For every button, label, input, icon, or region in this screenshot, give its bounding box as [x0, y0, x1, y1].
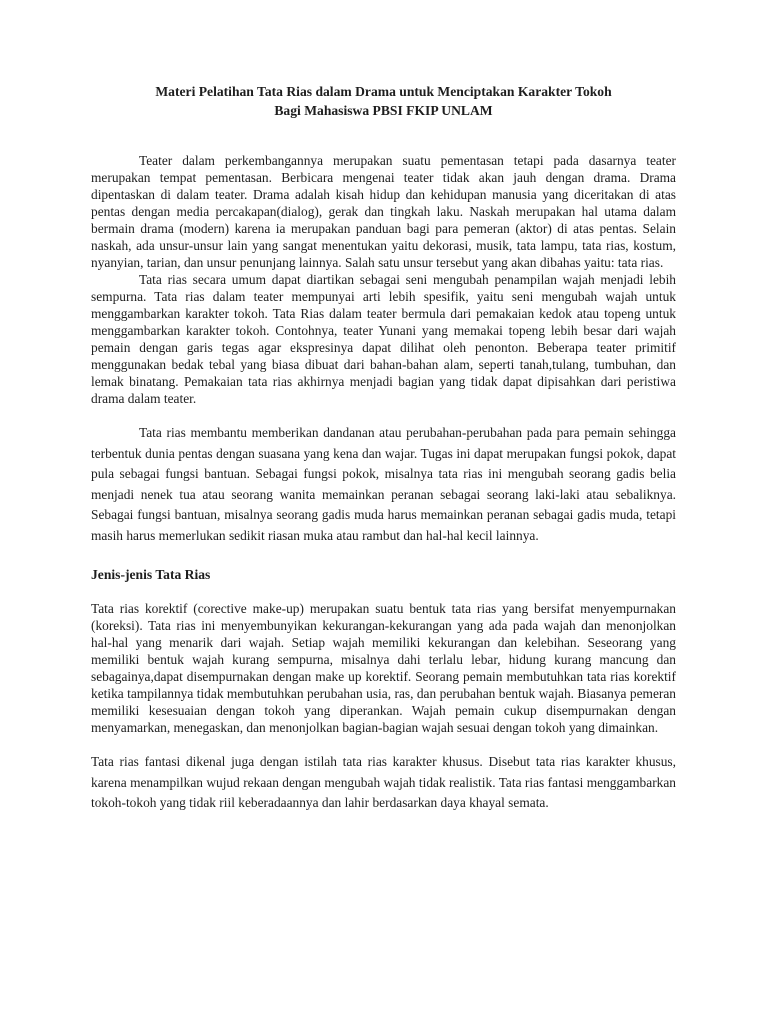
paragraph-fantasy-makeup: Tata rias fantasi dikenal juga dengan istilah tata rias karakter khusus. Disebut tata rias karakter khusus, karena menampilkan wujud rekaan dengan mengubah wajah tidak realistik. Tata rias fantasi menggambarkan tokoh-tokoh yang tidak riil keberadaannya dan lahir berdasarkan daya khayal semata.	[91, 754, 676, 810]
title-line-2: Bagi Mahasiswa PBSI FKIP UNLAM	[274, 103, 493, 118]
document-page	[91, 82, 676, 814]
paragraph-tata-rias-definition: Tata rias secara umum dapat diartikan sebagai seni mengubah penampilan wajah menjadi lebih sempurna. Tata rias dalam teater mempunyai arti lebih spesifik, yaitu seni mengubah wajah untuk menggambarkan karakter tokoh. Tata Rias dalam teater bermula dari pemakaian kedok atau topeng untuk menggambarkan karakter tokoh. Contohnya, teater Yunani yang memakai topeng lebih besar dari wajah pemain dengan garis tegas agar ekspresinya dapat dilihat oleh penonton. Beberapa teater primitif menggunakan bedak tebal yang biasa dibuat dari bahan-bahan alam, seperti tanah,tulang, tumbuhan, dan lemak binatang. Pemakaian tata rias akhirnya menjadi bagian yang tidak dapat dipisahkan dari peristiwa drama dalam teater.	[91, 272, 676, 406]
paragraph-teater: Teater dalam perkembangannya merupakan suatu pementasan tetapi pada dasarnya teater merupakan tempat pementasan. Berbicara mengenai teater tidak akan jauh dengan drama. Drama dipentaskan di dalam teater. Drama adalah kisah hidup dan kehidupan manusia yang diceritakan di atas pentas dengan media percakapan(dialog), gerak dan tingkah laku. Naskah merupakan hal utama dalam bermain drama (modern) karena ia merupakan panduan bagi para pemeran (aktor) di atas pentas. Selain naskah, ada unsur-unsur lain yang sangat menentukan yaitu dekorasi, musik, tata lampu, tata rias, kostum, nyanyian, tarian, dan unsur penunjang lainnya. Salah satu unsur tersebut yang akan dibahas yaitu: tata rias.	[91, 153, 676, 270]
section-heading: Jenis-jenis Tata Rias	[91, 567, 211, 582]
title-line-1: Materi Pelatihan Tata Rias dalam Drama untuk Menciptakan Karakter Tokoh	[155, 84, 612, 99]
paragraph-tata-rias-function: Tata rias membantu memberikan dandanan atau perubahan-perubahan pada para pemain sehingga terbentuk dunia pentas dengan suasana yang kena dan wajar. Tugas ini dapat merupakan fungsi pokok, dapat pula sebagai fungsi bantuan. Sebagai fungsi pokok, misalnya tata rias ini mengubah seorang gadis belia menjadi nenek tua atau seorang wanita memainkan peranan sebagai seorang laki-laki atau sebaliknya. Sebagai fungsi bantuan, misalnya seorang gadis muda harus memainkan peranan sebagai gadis muda, tetapi masih harus memerlukan sedikit riasan muka atau rambut dan hal-hal kecil lainnya.	[91, 425, 676, 543]
document-title	[91, 82, 676, 120]
paragraph-corrective-makeup: Tata rias korektif (corective make-up) merupakan suatu bentuk tata rias yang bersifat menyempurnakan (koreksi). Tata rias ini menyembunyikan kekurangan-kekurangan yang ada pada wajah dan menonjolkan hal-hal yang menarik dari wajah. Setiap wajah memiliki kekurangan dan kelebihan. Seseorang yang memiliki bentuk wajah kurang sempurna, misalnya dahi terlalu lebar, hidung kurang mancung dan sebagainya,dapat disempurnakan dengan make up korektif. Seorang pemain membutuhkan tata rias korektif ketika tampilannya tidak membutuhkan perubahan usia, ras, dan perubahan bentuk wajah. Biasanya pemeran memiliki kesesuaian dengan tokoh yang diperankan. Wajah pemain cukup disempurnakan dengan menyamarkan, menegaskan, dan menonjolkan bagian-bagian wajah sesuai dengan tokoh yang dimainkan.	[91, 601, 676, 735]
